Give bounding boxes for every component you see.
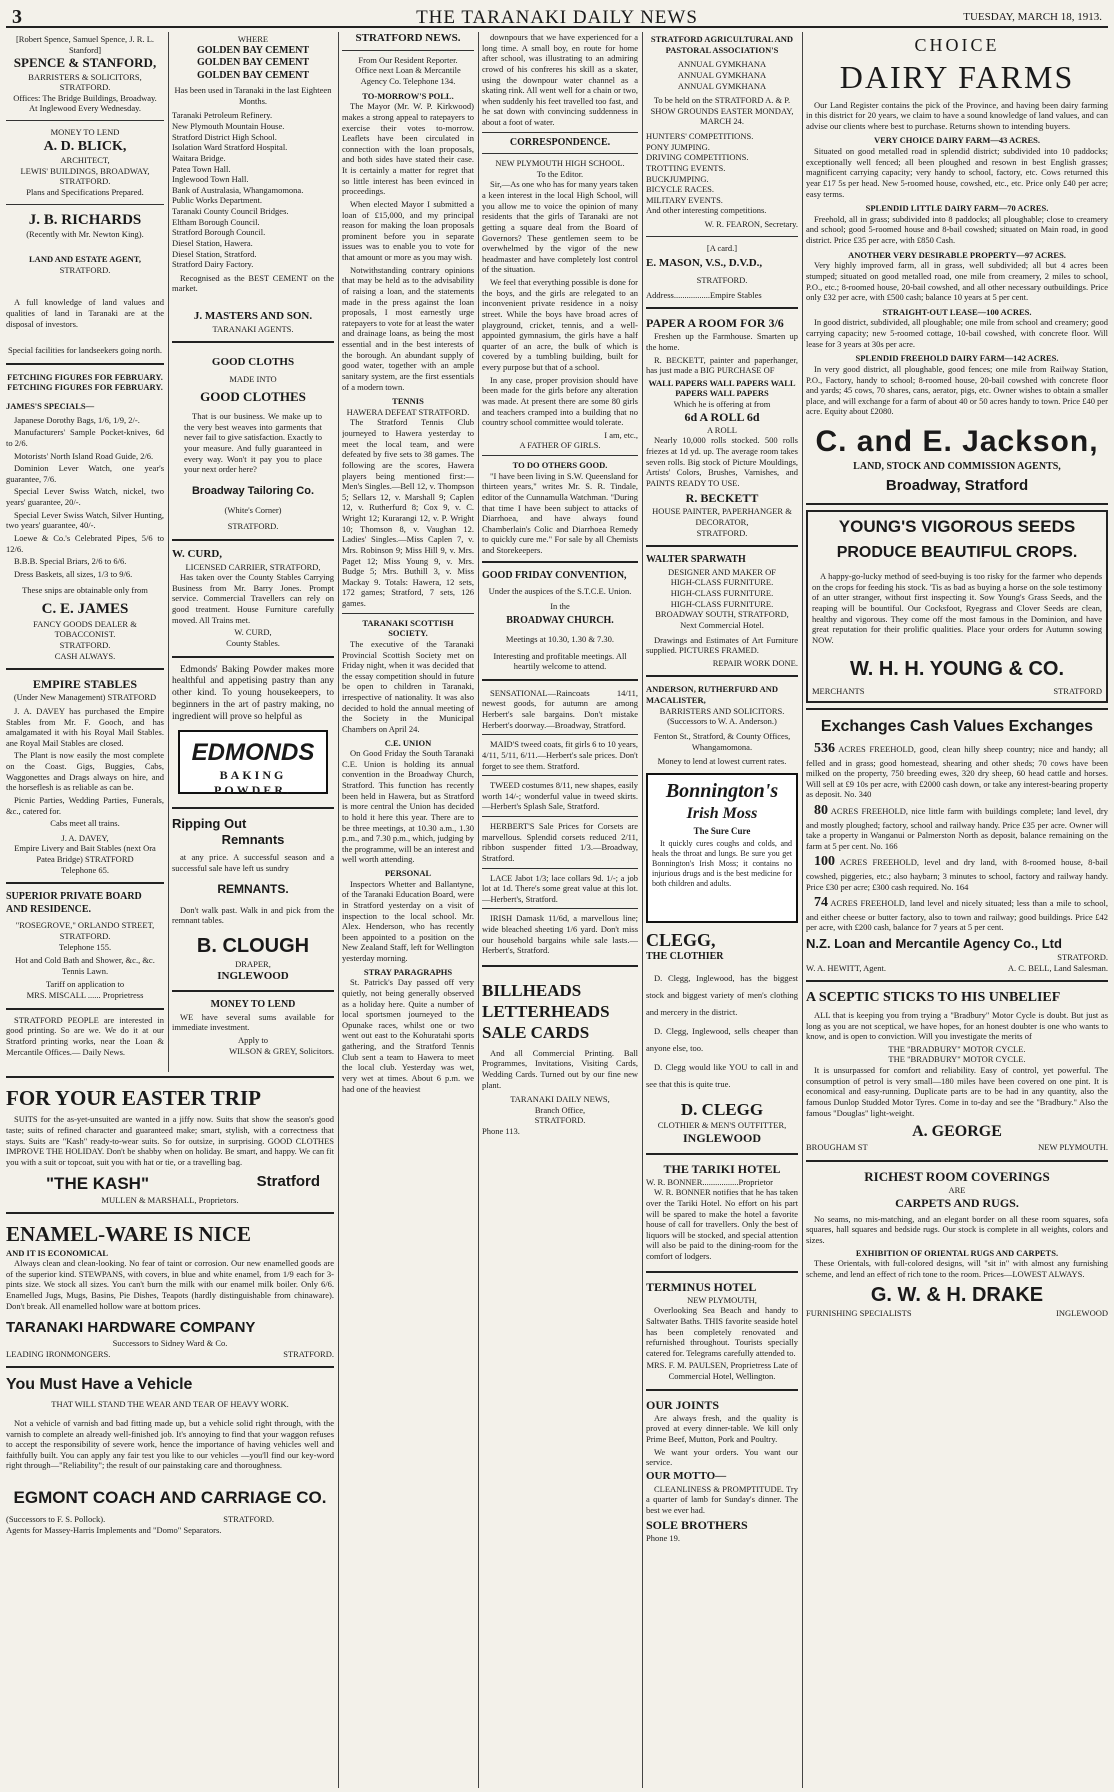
bonningtons-irish-moss-ad: Bonnington's Irish Moss The Sure Cure It quickly cures coughs and colds, and heals the throat and lungs. Be sure you get Bonnington's Irish Moss; it contains no injurious drugs and is the best medicine for both children and adults.: [646, 773, 798, 923]
newspaper-title: THE TARANAKI DAILY NEWS: [416, 7, 698, 28]
column-rule: [338, 32, 339, 1788]
article-poll: The Mayor (Mr. W. P. Kirkwood) makes a strong appeal to ratepayers to exercise their votes to-morrow. Leaflets have been circulated in connection with the loan proposals, and both sides have stated their case. It is certainly a matter for regret that so little interest has been evinced in proceedings. When elected Mayor I submitted a loan of £15,000, and my principal reason for making the loan proposals prominent before you in separate issues was to enable you to vote for that amount or more as you may wish. Notwithstanding contrary opinions that may be held as to the advisability of raising a loan, and the statements made in the press against the loan proposals, I most earnestly urge ratepayers to vote for at least the water and drainage loans, as being the most essential and in the best interests of the borough. An abundant supply of good water, together with an ample sanitary system, are the first essentials of a modern town.: [342, 101, 474, 392]
column-6: [806, 32, 1108, 1788]
nz-loan-exchanges-ad: Exchanges Cash Values Exchanges 536 ACRES FREEHOLD, good, clean hilly sheep country; nice and handy; all felled and in grass; good homestead, shearing and other sheds; 70 cows have been milked on the property, 750 breeding ewes, 320 dry sheep, 60 head cattle and horses. Will sell at £9 10s per acre, with £2000 cash down, or take any interest-bearing property as deposit. No. 340 80 ACRES FREEHOLD, nice little farm with buildings complete; land level, dry and mostly ploughed; factory, school and railway handy. Price £35 per acre. Owner will take a property in Wanganui or Palmerston North as deposit, balance remaining on the farm at 5 per cent. No. 166 100 ACRES FREEHOLD, level and dry land, with 8-roomed house, 8-bail cowshed, piggeries, etc.; also haybarn; 3 minutes to school, factory and railway handy. Price £30 per acre; £300 cash required. No. 164 74 ACRES FREEHOLD, land level and nicely situated; less than a mile to school, and either cheese or butter factory, also to town and railway; good buildings. Price £42 per acre, with £200 cash, balance for 7 years at 5 per cent. N.Z. Loan and Mercantile Agency Co., Ltd STRATFORD. W. A. HEWITT, Agent. A. C. BELL, Land Salesman.: [806, 718, 1108, 973]
column-3: STRATFORD NEWS. From Our Resident Reporter. Office next Loan & Mercantile Agency Co. Telephone 134. TO-MORROW'S POLL. The Mayor (Mr. W. P. Kirkwood) makes a strong appeal to ratepayers to exercise their votes to-morrow. Leaflets have been circulated in connection with the loan proposals, and both sides have stated their case. It is certainly a matter for regret that so little interest has been evinced in proceedings. When elected Mayor I submitted a loan of £15,000, and my principal reason for making the loan proposals prominent before you in separate issues was to enable you to vote for that amount or more as you may wish. Notwithstanding contrary opinions that may be held as to the advisability of raising a loan, and the statements made in the press against the loan proposals, I most earnestly urge ratepayers to vote for at least the water and drainage loans, as being the most essential and in the best interests of the borough. An abundant supply of good water, together with an ample sanitary system, are the first essentials of a modern town. TENNIS HAWERA DEFEAT STRATFORD. The Stratford Tennis Club journeyed to Hawera yesterday to meet the local team, and were defeated by five sets to 38 games. The following are the scores, Hawera players being mentioned first:— Men's Singles.—Bell 12, v. Thompson 5; Sellars 12, v. Marshall 9; Caplen 12, v. Rutherfurd 8; Cox 9, v. C. Wright 12; Kurarangi 12, v. P. Wright 10; Thomson 8, v. Vaughan 12. Ladies' Singles.—Miss Caplen 7, v. Mrs. Robinson 9; Miss Hill 9, v. Mrs. Paget 12; Miss Young 9, v. Mrs. Budge 5; Mrs. Buthill 3, v. Miss Mackay 9. Totals: Hawera, 12 sets, 172 games; Stratford, 7 sets, 126 games. TARANAKI SCOTTISH SOCIETY. The executive of the Taranaki Provincial Scottish Society met on Friday night, when it was decided that the essay competition should in future be open to children in Taranaki, irrespective of nationality. It was also decided to hold the annual meeting of the Society in the Municipal Chambers on April 24. C.E. UNION On Good Friday the South Taranaki C.E. Union is holding its annual convention in the Broadway Church, Stratford. This function has recently been held in Hawera, but as Stratford is more central the Union has decided to hold it here this year. There are to be three meetings, at 10.30 a.m., 1.30 p.m., and 7.30 p.m., which, judging by the programme, will be an interest and well worth attending. PERSONAL Inspectors Whetter and Ballantyne, of the Taranaki Education Board, were in Stratford yesterday on a visit of inspection to the local school. Mr. Alex. Henderson, who has recently been appointed to a position on the New Zealand Staff, left for Wellington yesterday morning. STRAY PARAGRAPHS St. Patrick's Day passed off very quietly, not being generally observed as a holiday here. Quite a number of local sportsmen journeyed to the Opunake races, whilst one or two went out east to the Kohuratahi sports gathering, and the Stratford Tennis Club sent a team to Hawera to meet the local club. Yesterday was wet, very wet at times. About 6 p.m. we had one of the heaviest: [342, 32, 474, 1094]
article-scottish: The executive of the Taranaki Provincial Scottish Society met on Friday night, when it was decided that the essay competition should in future be open to children in Taranaki, irrespective of nationality. It was also decided to hold the annual meeting of the Society in the Municipal Chambers on April 24.: [342, 638, 474, 734]
mason-vet-ad: [A card.] E. MASON, V.S., D.V.D., STRATFORD. Address.................Empire Stables: [646, 242, 763, 300]
column-5: [646, 32, 798, 1788]
article-personal: Inspectors Whetter and Ballantyne, of the Taranaki Education Board, were in Stratford yesterday on a visit of inspection to the local school. Mr. Alex. Henderson, who has recently been appointed to a position on the New Zealand Staff, left for Wellington yesterday morning.: [342, 878, 474, 963]
section-title-stratford-news: STRATFORD NEWS.: [355, 32, 461, 44]
richards-land-agent-ad: J. B. RICHARDS (Recently with Mr. Newton King). LAND AND ESTATE AGENT, STRATFORD. A full knowledge of land values and qualities of land in Taranaki are at the disposal of investors. Special facilities for landseekers going north.: [6, 211, 164, 356]
page-number: 3: [12, 6, 22, 28]
stratford-printing-notice: STRATFORD PEOPLE are interested in good printing. So are we. We do it at our Stratford printing works, near the Loan & Mercantile Offices.— Daily News.: [6, 1014, 164, 1057]
column-2: [172, 32, 334, 1072]
superior-board-ad: SUPERIOR PRIVATE BOARD AND RESIDENCE. "ROSEGROVE," ORLANDO STREET, STRATFORD. Telephone 155. Hot and Cold Bath and Shower, &c., &c. Tennis Lawn. Tariff on application to MRS. MISCALL ...... Proprietress: [6, 891, 155, 1000]
column-1: [6, 32, 164, 1072]
jackson-dairy-farms-ad: CHOICE DAIRY FARMS Our Land Register contains the pick of the Province, and having been dairy farming in this district for 20 years, we claim to have a sound knowledge of land values, and can advise our clients where best to purchase. Returns shown to intending buyers. VERY CHOICE DAIRY FARM—43 ACRES. Situated on good metalled road in splendid district; subdivided into 10 paddocks; exceptionally well fenced; all been ploughed and resown in best English grasses; magnificent carrying capacity; very handy to school, factory, etc. Cows returned this year £17 5s per head. New 5-roomed house, cowshed, etc., etc. Price only £40 per acre; easy terms. SPLENDID LITTLE DAIRY FARM—70 ACRES. Freehold, all in grass; subdivided into 8 paddocks; all ploughable; close to creamery and school; good 5-roomed house and 8-bail cowshed; situated on Main road, in good district. Price £35 per acre, with £850 Cash. ANOTHER VERY DESIRABLE PROPERTY—97 ACRES. Very highly improved farm, all in grass, well subdivided; all but 4 acres been stumped; situated on good metalled road, one mile from creamery, 2 miles to school, P.O., etc.; 8-roomed house, 20-bail cowshed, and all other necessary outbuildings. Price only £32 per acre, with £500 cash; balance 10 years at 5 per cent. STRAIGHT-OUT LEASE—100 ACRES. In good district, subdivided, all ploughable; one mile from school and creamery; good carrying capacity; new 5-roomed cottage, 10-bail cowshed, with concrete floor. Will lease for 3 years at 30s per acre. SPLENDID FREEHOLD DAIRY FARM—142 ACRES. In very good district, all ploughable, good fences; one mile from Railway Station, P.O., Factory, handy to school; 8-roomed house, 20-bail cowshed with concrete floor and yards; 45 cows, 70 shares, cans, aerator, pigs, etc. Owner wishes to obtain a smaller place, and will exchange for a farm of about 40 or 50 acres handy to town. Price £40 per acre. Equity about £2080. C. and E. Jackson, LAND, STOCK AND COMMISSION AGENTS, Broadway, Stratford: [806, 35, 1108, 494]
beckett-wallpaper-ad: PAPER A ROOM FOR 3/6 Freshen up the Farmhouse. Smarten up the home. R. BECKETT, painter and paperhanger, has just made a BIG PURCHASE OF WALL PAPERS WALL PAPERS WALL PAPERS WALL PAPERS Which he is offering at from 6d A ROLL 6d A ROLL Nearly 10,000 rolls stocked. 500 rolls friezes at 1d yd. up. The average room takes seven rolls. Big stock of Picture Mouldings, Artists' Colors, Brushes, Varnishes, and PAINTS READY TO USE. R. BECKETT HOUSE PAINTER, PAPERHANGER & DECORATOR, STRATFORD.: [646, 316, 798, 538]
young-seeds-ad: YOUNG'S VIGOROUS SEEDS PRODUCE BEAUTIFUL CROPS. A happy-go-lucky method of seed-buying is too risky for the farmer who depends on the crops for feeding his stock. 'Tis as bad as buying a horse on the sole testimony of an utter stranger, without first inspecting it. Sow Young's Grass Seeds, and the reaping will be bountiful. Our Cocksfoot, Ryegrass and Clover Seeds are clean, healthy and vigorous. They come off the most famous in the Dominion, and have great reputation for their prolific qualities. Place your orders for Autumn sowing NOW. W. H. H. YOUNG & CO. MERCHANTS STRATFORD: [806, 510, 1108, 703]
terminus-hotel-ad: TERMINUS HOTEL NEW PLYMOUTH, Overlooking Sea Beach and handy to Saltwater Baths. THIS favorite seaside hotel has been completely renovated and refurnished throughout. Tourists specially catered for. Telegrams carefully attended to. MRS. F. M. PAULSEN, Proprietress Late of Commercial Hotel, Wellington.: [646, 1279, 798, 1381]
tariki-hotel-ad: THE TARIKI HOTEL W. R. BONNER.................Proprietor W. R. BONNER notifies that he has taken over the Tariki Hotel. No effort on his part will be spared to make the hotel a favorite house of call for travellers. Only the best of liquors will be stocked, and special attention will also be paid to the dining-room for the comfort of lodgers.: [646, 1161, 798, 1261]
clegg-clothier-ad: CLEGG, THE CLOTHIER D. Clegg, Inglewood, has the biggest stock and biggest variety of men's clothing and mercery in the district. D. Clegg, Inglewood, sells cheaper than anyone else, too. D. Clegg would like YOU to call in and see that this is quite true. D. CLEGG CLOTHIER & MEN'S OUTFITTER, INGLEWOOD: [646, 929, 798, 1145]
sparwath-furniture-ad: WALTER SPARWATH DESIGNER AND MAKER OF HIGH-CLASS FURNITURE. HIGH-CLASS FURNITURE. HIGH-CLASS FURNITURE. BROADWAY SOUTH, STRATFORD, Next Commercial Hotel. Drawings and Estimates of Art Furniture supplied. PICTURES FRAMED. REPAIR WORK DONE.: [646, 554, 798, 668]
golden-bay-cement-ad: WHERE GOLDEN BAY CEMENT GOLDEN BAY CEMENT GOLDEN BAY CEMENT Has been used in Taranaki in the last Eighteen Months. Taranaki Petroleum Refinery. New Plymouth Mountain House. Stratford District High School. Isolation Ward Stratford Hospital. Waitara Bridge. Patea Town Hall. Inglewood Town Hall. Bank of Australasia, Whangamomona. Public Works Department. Taranaki County Council Bridges. Eltham Borough Council. Stratford Borough Council. Diesel Station, Hawera. Diesel Station, Stratford. Stratford Dairy Factory. Recognised as the BEST CEMENT on the market. J. MASTERS AND SON. TARANAKI AGENTS.: [172, 34, 334, 334]
herbert-sale-ads: SENSATIONAL—Raincoats 14/11, newest goods, for autumn are among Herbert's sale bargains. Don't mistake Herbert's doorway.—Broadway, Stratford. MAID'S tweed coats, fit girls 6 to 10 years, 4/11, 5/11, 6/11.—Herbert's sale prices. Don't forget to see them. Stratford. TWEED costumes 8/11, new shapes, easily worth 14/-; wonderful value in tweed skirts.—Herbert's Splash Sale, Stratford. HERBERT'S Sale Prices for Corsets are marvellous. Splendid corsets reduced 2/11, ribbon suspender fitted 1/3.—Broadway, Stratford. LACE Jabot 1/3; lace collars 9d. 1/-; a job lot at 1d. There's some great value at this lot.—Herbert's, Stratford. IRISH Damask 11/6d, a marvellous line; wide bleached sheeting 1/6 yard. Don't miss our household bargains while sale lasts.—Herbert's, Stratford.: [482, 687, 638, 956]
anderson-solicitors-ad: ANDERSON, RUTHERFURD AND MACALISTER, BARRISTERS AND SOLICITORS. (Successors to W. A. Anderson.) Fenton St., Stratford, & County Offices, Whangamomona. Money to lend at lowest current rates.: [646, 684, 791, 767]
article-tennis: The Stratford Tennis Club journeyed to Hawera yesterday to meet the local team, and were defeated by five sets to 38 games. The following are the scores, Hawera players being mentioned first:— Men's Singles.—Bell 12, v. Thompson 5; Sellars 12, v. Marshall 9; Caplen 12, v. Rutherfurd 8; Cox 9, v. C. Wright 12; Kurarangi 12, v. P. Wright 10; Thomson 8, v. Vaughan 12. Ladies' Singles.—Miss Caplen 7, v. Mrs. Robinson 9; Miss Hill 9, v. Mrs. Paget 12; Miss Young 9, v. Mrs. Budge 5; Mrs. Buthill 3, v. Miss Mackay 9. Totals: Hawera, 12 sets, 172 games; Stratford, 7 sets, 126 games.: [342, 417, 474, 608]
bottom-left-ads: [6, 1076, 334, 1788]
egmont-vehicle-ad: You Must Have a Vehicle THAT WILL STAND THE WEAR AND TEAR OF HEAVY WORK. Not a vehicle of varnish and bad fitting made up, but a vehicle solid right through, with the varnish to complete an already well-finished job. It's annoying to find that your waggon refuses to accept the responsibility of severe work, hence the importance of having vehicles well and faithfully built. You can apply any fair test you like to our vehicles —you'll find our key-word right through—"Reliability"; the result of our painstaking care and thoroughness. EGMONT COACH AND CARRIAGE CO. (Successors to F. S. Pollock). STRATFORD. Agents for Massey-Harris Implements and "Domo" Separators.: [6, 1376, 334, 1535]
sole-brothers-ad: OUR JOINTS Are always fresh, and the quality is proved at every dinner-table. We kill only Prime Beef, Mutton, Pork and Poultry. We want your orders. You want our service. OUR MOTTO— CLEANLINESS & PROMPTITUDE. Try a quarter of lamb for Sunday's dinner. The best we ever had. SOLE BROTHERS Phone 19.: [646, 1397, 798, 1544]
spence-stanford-ad: [Robert Spence, Samuel Spence, J. R. L. Stanford] SPENCE & STANFORD, BARRISTERS & SOLICITORS, STRATFORD. Offices: The Bridge Buildings, Broadway. At Inglewood Every Wednesday.: [13, 34, 157, 114]
column-rule: [478, 32, 479, 1788]
edmonds-logo: EDMONDS BAKING POWDER.: [178, 730, 328, 794]
clough-remnants-ad: Ripping Out Remnants at any price. A successful season and a successful sale have left us sundry REMNANTS. Don't walk past. Walk in and pick from the remnant tables. B. CLOUGH DRAPER, INGLEWOOD: [172, 815, 334, 982]
masthead: [6, 6, 1108, 28]
article-stray: St. Patrick's Day passed off very quietly, not being generally observed as a holiday here. Quite a number of local sportsmen journeyed to the Opunake races, whilst one or two went out east to the Kohuratahi sports gathering, and the Stratford Tennis Club sent a team to Hawera to meet the local club. Yesterday was wet, very wet at times. About 6 p.m. we had one of the heaviest: [342, 977, 474, 1094]
wilson-grey-money-ad: MONEY TO LEND WE have several sums available for immediate investment. Apply to WILSON & GREY, Solicitors.: [172, 999, 334, 1056]
blick-architect-ad: MONEY TO LEND A. D. BLICK, ARCHITECT, LEWIS' BUILDINGS, BROADWAY, STRATFORD. Plans and Specifications Prepared.: [20, 127, 150, 197]
column-rule: [168, 32, 169, 1072]
agricultural-gymkhana-ad: STRATFORD AGRICULTURAL AND PASTORAL ASSOCIATION'S ANNUAL GYMKHANA ANNUAL GYMKHANA ANNUAL GYMKHANA To be held on the STRATFORD A. & P. SHOW GROUNDS EASTER MONDAY, MARCH 24. HUNTERS' COMPETITIONS. PONY JUMPING. DRIVING COMPETITIONS. TROTTING EVENTS. BUCKJUMPING. BICYCLE RACES. MILITARY EVENTS. And other interesting competitions. W. R. FEARON, Secretary.: [646, 34, 798, 229]
good-cloths-ad: GOOD CLOTHS MADE INTO GOOD CLOTHES That is our business. We make up to the very best weaves into garments that never fail to give satisfaction. Exactly to your measure. And fully guaranteed in every way. Won't it pay you to place your next order here? Broadway Tailoring Co. (White's Corner) STRATFORD.: [184, 356, 322, 532]
empire-stables-ad: EMPIRE STABLES (Under New Management) STRATFORD J. A. DAVEY has purchased the Empire Stables from Mr. F. Gooch, and has amalgamated it with his Royal Mail Stables. ane Royal Mail Stables are closed. The Plant is now easily the most complete on the Coast. Gigs, Buggies, Cabs, Waggonettes and Drags always on hire, and the horseflesh is as reliable as can be. Picnic Parties, Wedding Parties, Funerals, &c., catered for. Cabs meet all trains. J. A. DAVEY, Empire Livery and Bait Stables (next Ora Patea Bridge) STRATFORD Telephone 65.: [6, 677, 164, 875]
enamel-ware-ad: ENAMEL-WARE IS NICE AND IT IS ECONOMICAL Always clean and clean-looking. No fear of taint or corrosion. Our new enamelled goods are of the superior kind. STEWPANS, with covers, in blue and white enamel, from 1/9 each for 3-pints size. We stock all sizes. You can't burn the milk with our enamel milk boiler. Only 6/6. Enamelled Jugs, Mugs, Basins, Pie Dishes, Teapots (hardly distinguishable from chinaware). Don't break. All enamelled hollow ware at bottom prices. TARANAKI HARDWARE COMPANY Successors to Sidney Ward & Co. LEADING IRONMONGERS. STRATFORD.: [6, 1222, 334, 1359]
easter-trip-ad: FOR YOUR EASTER TRIP SUITS for the as-yet-unsuited are wanted in a jiffy now. Suits that show the season's good taste; suits of refined character and guaranteed make; smart, stylish, with a correctness that stays. Suits are "Kash" ready-to-wear suits. So for outsize, in surprising. GOOD CLOTHES IMPROVE THE HOLIDAY. Don't be shabby when on holiday. Be smart, and happy. We can fit you with a suit or topcoat, suit you with hat or tie, or a travelling bag. "THE KASH" Stratford MULLEN & MARSHALL, Proprietors.: [6, 1086, 334, 1205]
curd-carrier-ad: W. CURD, LICENSED CARRIER, STRATFORD, Has taken over the County Stables Carrying Business from Mr. Barry Jones. Prompt service. Commercial Travellers can rely on good treatment. House Furniture carefully moved. All Trains met. W. CURD, County Stables.: [172, 547, 334, 648]
column-rule: [642, 32, 643, 1788]
printing-office-ad: BILLHEADS LETTERHEADS SALE CARDS And all Commercial Printing. Ball Programmes, Invitations, Visiting Cards, Wedding Cards. Turned out by our fine new plant. TARANAKI DAILY NEWS, Branch Office, STRATFORD. Phone 113.: [482, 980, 638, 1136]
issue-date: TUESDAY, MARCH 18, 1913.: [963, 11, 1102, 23]
article-continued: downpours that we have experienced for a long time. A small boy, en route for home after school, was illustrating to an admiring crowd of his confreres his skill as a skater, using the downpour water channel as a skating rink. All went well for a chain or two, when suddenly his feet travelled too fast, and he sat down with convincing suddenness in about a foot of water.: [482, 32, 638, 127]
article-ce-union: On Good Friday the South Taranaki C.E. Union is holding its annual convention in the Broadway Church, Stratford. This function has recently been held in Hawera, but as Stratford is more central the Union has decided to hold it here this year. There are to be three meetings, at 10.30 a.m., 1.30 p.m., and 7.30 p.m., which, judging by the programme, will be an interest and well worth attending.: [342, 748, 474, 865]
article-others-good: "I have been living in S.W. Queensland for thirteen years," writes Mr. S. R. Tindale, editor of the Cunnamulla Watchman. "During that time I have been subject to attacks of Diarrhoea, and have always found Chamberlain's Colic and Diarrhoea Remedy to quickly cure me." For sale by all Chemists and Storekeepers.: [482, 470, 638, 555]
drake-carpets-ad: RICHEST ROOM COVERINGS ARE CARPETS AND RUGS. No seams, no mis-matching, and an elegant border on all these room squares, sofa squares, hall squares and bedside rugs. Our stock is complete in all weights, colors and sizes. EXHIBITION OF ORIENTAL RUGS AND CARPETS. These Orientals, with full-colored designs, will "sit in" with almost any furnishing scheme, and lend an effect of rich tone to the room. Prices—LOWEST ALWAYS. G. W. & H. DRAKE FURNISHING SPECIALISTS INGLEWOOD: [806, 1168, 1108, 1319]
good-friday-convention-ad: GOOD FRIDAY CONVENTION, Under the auspices of the S.T.C.E. Union. In the BROADWAY CHURCH. Meetings at 10.30, 1.30 & 7.30. Interesting and profitable meetings. All heartily welcome to attend.: [482, 569, 632, 672]
article-correspondence: Sir,—As one who has for many years taken a keen interest in the local High School, will you allow me to voice the opinion of many residents that the girls of Taranaki are not getting a square deal from the Board of Governors? These gentlemen seem to be overwhelmed by the vigor of the new headmaster and have completely lost control of the situation. We feel that everything possible is done for the boys, and the girls are relegated to an inconvenient private residence in a noisy street. While the boys have broad acres of playground, cricket, tennis, and a well-appointed gymnasium, the girls have a half quarter of an acre, the bulk of which is covered by a tumbling building, built for every purpose but that of a school. In any case, proper provision should have been made for the girls before any alteration was made. At present there are some 80 girls and teachers cramped into a building that no country school committee would tolerate.: [482, 179, 638, 428]
james-fancy-goods-ad: FETCHING FIGURES FOR FEBRUARY. FETCHING FIGURES FOR FEBRUARY. JAMES'S SPECIALS— Japanese Dorothy Bags, 1/6, 1/9, 2/-. Manufacturers' Sample Pocket-knives, 6d to 2/6. Motorists' North Island Road Guide, 2/6. Dominion Lever Watch, one year's guarantee, 7/6. Special Lever Swiss Watch, nickel, two years' guarantee, 20/-. Special Lever Swiss Watch, Silver Hunting, two years' guarantee, 40/-. Loewe & Co.'s Celebrated Pipes, 5/6 to 12/6. B.B.B. Special Briars, 2/6 to 6/6. Dress Baskets, all sizes, 1/3 to 9/6. These snips are obtainable only from C. E. JAMES FANCY GOODS DEALER & TOBACCONIST. STRATFORD. CASH ALWAYS.: [6, 371, 164, 661]
edmonds-baking-ad: Edmonds' Baking Powder makes more healthful and appetising pastry than any other kind. To young housekeepers, to beginners in the art of pastry making, no ingredient will prove so helpful as EDMONDS BAKING POWDER.: [172, 664, 334, 797]
column-rule: [802, 32, 803, 1788]
bradbury-motor-cycle-ad: A SCEPTIC STICKS TO HIS UNBELIEF ALL that is keeping you from trying a "Bradbury" Motor Cycle is doubt. But just as long as you are not sceptical, we have hopes, for an honest doubter is one who wants to know, and is open to conviction. Will you investigate the merits of THE "BRADBURY" MOTOR CYCLE. THE "BRADBURY" MOTOR CYCLE. It is unsurpassed for comfort and reliability. Easy of control, yet powerful. The consumption of petrol is very small—180 miles have been covered on one pint. It is economical and easy-running. Duplicate parts are to be had in any quantity, also the famous Dunlop Studded Motor Tyres. Come in to-day and see the "Bradbury." Also the famous "Douglas" light-weight. A. GEORGE BROUGHAM ST NEW PLYMOUTH.: [806, 990, 1108, 1153]
column-4: downpours that we have experienced for a long time. A small boy, en route for home after school, was illustrating to an admiring crowd of his confreres his skill as a skater, using the downpour water channel as a skating rink. All went well for a chain or two, when suddenly his feet travelled too fast, and he sat down with convincing suddenness in about a foot of water. CORRESPONDENCE. NEW PLYMOUTH HIGH SCHOOL. To the Editor. Sir,—As one who has for many years taken a keen interest in the local High School, will you allow me to voice the opinion of many residents that the girls of Taranaki are not getting a square deal from the Board of Governors? These gentlemen seem to be overwhelmed by the vigor of the new headmaster and have completely lost control of the situation. We feel that everything possible is done for the boys, and the girls are relegated to an inconvenient private residence in a noisy street. While the boys have broad acres of playground, cricket, tennis, and a well-appointed gymnasium, the girls have a half quarter of an acre, the bulk of which is covered by a tumbling building, built for every purpose but that of a school. In any case, proper provision should have been made for the girls before any alteration was made. At present there are some 80 girls and teachers cramped into a building that no country school committee would tolerate. I am, etc., A FATHER OF GIRLS. TO DO OTHERS GOOD. "I have been living in S.W. Queensland for thirteen years," writes Mr. S. R. Tindale, editor of the Cunnamulla Watchman. "During that time I have been subject to attacks of Diarrhoea, and have always found Chamberlain's Colic and Diarrhoea Remedy to quickly cure me." For sale by all Chemists and Storekeepers. GOOD FRIDAY CONVENTION, Under the auspices of the S.T.C.E. Union. In the BROADWAY CHURCH. Meetings at 10.30, 1.30 & 7.30. Interesting and profitable meetings. All heartily welcome to attend. SENSATIONAL—Raincoats 14/11, newest goods, for autumn are among Herbert's sale bargains. Don't mistake Herbert's doorway.—Broadway, Stratford. MAID'S tweed coats, fit girls 6 to 10 years, 4/11, 5/11, 6/11.—Herbert's sale prices. Don't forget to see them. Stratford. TWEED costumes 8/11, new shapes, easily worth 14/-; wonderful value in tweed skirts.—Herbert's Splash Sale, Stratford. HERBERT'S Sale Prices for Corsets are marvellous. Splendid corsets reduced 2/11, ribbon suspender fitted 1/3.—Broadway, Stratford. LACE Jabot 1/3; lace collars 9d. 1/-; a job lot at 1d. There's some great value at this lot.—Herbert's, Stratford. IRISH Damask 11/6d, a marvellous line; wide bleached sheeting 1/6 yard. Don't miss our household bargains while sale lasts.—Herbert's, Stratford. BILLHEADS LETTERHEADS SALE CARDS And all Commercial Printing. Ball Programmes, Invitations, Visiting Cards, Wedding Cards. Turned out by our fine new plant. TARANAKI DAILY NEWS, Branch Office, STRATFORD. Phone 113.: [482, 32, 638, 1788]
